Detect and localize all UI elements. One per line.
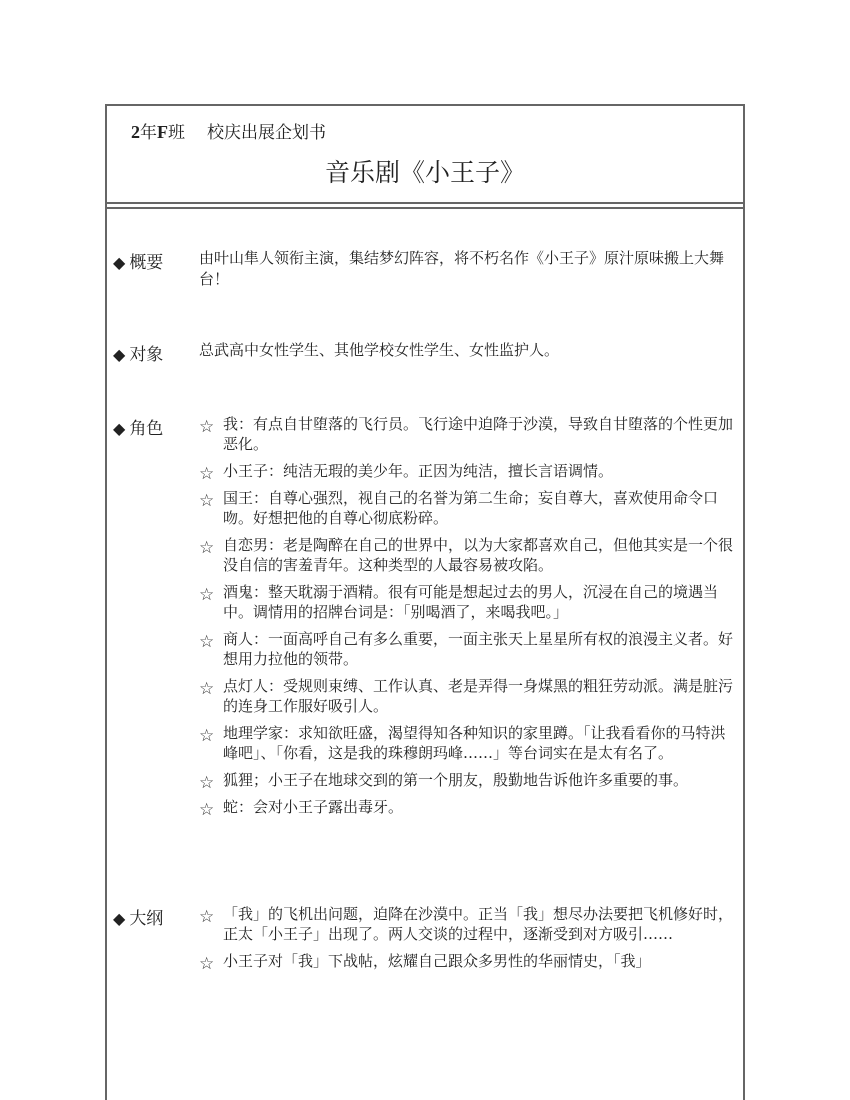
star-icon: ☆ [199,907,215,927]
star-icon: ☆ [199,417,215,437]
list-item: ☆ 自恋男：老是陶醉在自己的世界中，以为大家都喜欢自己，但他其实是一个很没自信的害羞青年。这种类型的人最容易被攻陷。 [199,536,734,574]
list-item: ☆ 地理学家：求知欲旺盛，渴望得知各种知识的家里蹲。「让我看看你的马特洪峰吧」、「你看，这是我的珠穆朗玛峰……」等台词实在是太有名了。 [199,724,726,762]
section-roles-label: ◆ 角色 [113,419,164,439]
diamond-icon: ◆ [113,909,126,928]
star-icon: ☆ [199,585,215,605]
star-icon: ☆ [199,632,215,652]
list-item: ☆ 我：有点自甘堕落的飞行员。飞行途中迫降于沙漠，导致自甘堕落的个性更加恶化。 [199,415,734,453]
list-item: ☆ 「我」的飞机出问题，迫降在沙漠中。正当「我」想尽办法要把飞机修好时，正太「小王子」出现了。两人交谈的过程中，逐渐受到对方吸引…… [199,905,734,943]
section-summary-label: ◆ 概要 [113,253,164,273]
audience-text: 总武高中女性学生、其他学校女性学生、女性监护人。 [199,341,560,359]
summary-text: 由叶山隼人领衔主演，集结梦幻阵容，将不朽名作《小王子》原汁原味搬上大舞台！ [199,249,725,288]
class-letter: F [157,122,168,142]
class-line [131,118,326,143]
star-icon: ☆ [199,773,215,793]
plan-title: 校庆出展企划书 [207,123,326,143]
star-icon: ☆ [199,726,215,746]
list-item: ☆ 狐狸；小王子在地球交到的第一个朋友，殷勤地告诉他许多重要的事。 [199,771,689,793]
diamond-icon: ◆ [113,345,126,364]
grade-number: 2 [131,122,140,142]
document-frame [105,104,745,1100]
list-item: ☆ 点灯人：受规则束缚、工作认真、老是弄得一身煤黑的粗狂劳动派。满是脏污的连身工作服好吸引人。 [199,677,734,715]
list-item: ☆ 国王：自尊心强烈，视自己的名誉为第二生命；妄自尊大，喜欢使用命令口吻。好想把他的自尊心彻底粉碎。 [199,489,719,527]
document-header [107,106,743,204]
star-icon: ☆ [199,800,215,820]
list-item: ☆ 小王子对「我」下战帖，炫耀自己跟众多男性的华丽情史，「我」 [199,952,651,974]
page-title: 音乐剧《小王子》 [324,158,525,187]
class-char: 班 [168,123,185,143]
star-icon: ☆ [199,538,215,558]
list-item: ☆ 酒鬼：整天耽溺于酒精。很有可能是想起过去的男人，沉浸在自己的境遇当中。调情用的招牌台词是：「别喝酒了，来喝我吧。」 [199,583,719,621]
star-icon: ☆ [199,954,215,974]
list-item: ☆ 小王子：纯洁无瑕的美少年。正因为纯洁，擅长言语调情。 [199,462,614,484]
section-outline-label: ◆ 大纲 [113,909,164,929]
star-icon: ☆ [199,491,215,511]
star-icon: ☆ [199,679,215,699]
diamond-icon: ◆ [113,419,126,438]
diamond-icon: ◆ [113,253,126,272]
section-audience-label: ◆ 对象 [113,345,164,365]
list-item: ☆ 蛇：会对小王子露出毒牙。 [199,798,404,820]
outline-list [199,904,739,978]
list-item: ☆ 商人：一面高呼自己有多么重要，一面主张天上星星所有权的浪漫主义者。好想用力拉他的领带。 [199,630,734,668]
roles-list [199,414,739,824]
year-char: 年 [140,123,157,143]
star-icon: ☆ [199,464,215,484]
